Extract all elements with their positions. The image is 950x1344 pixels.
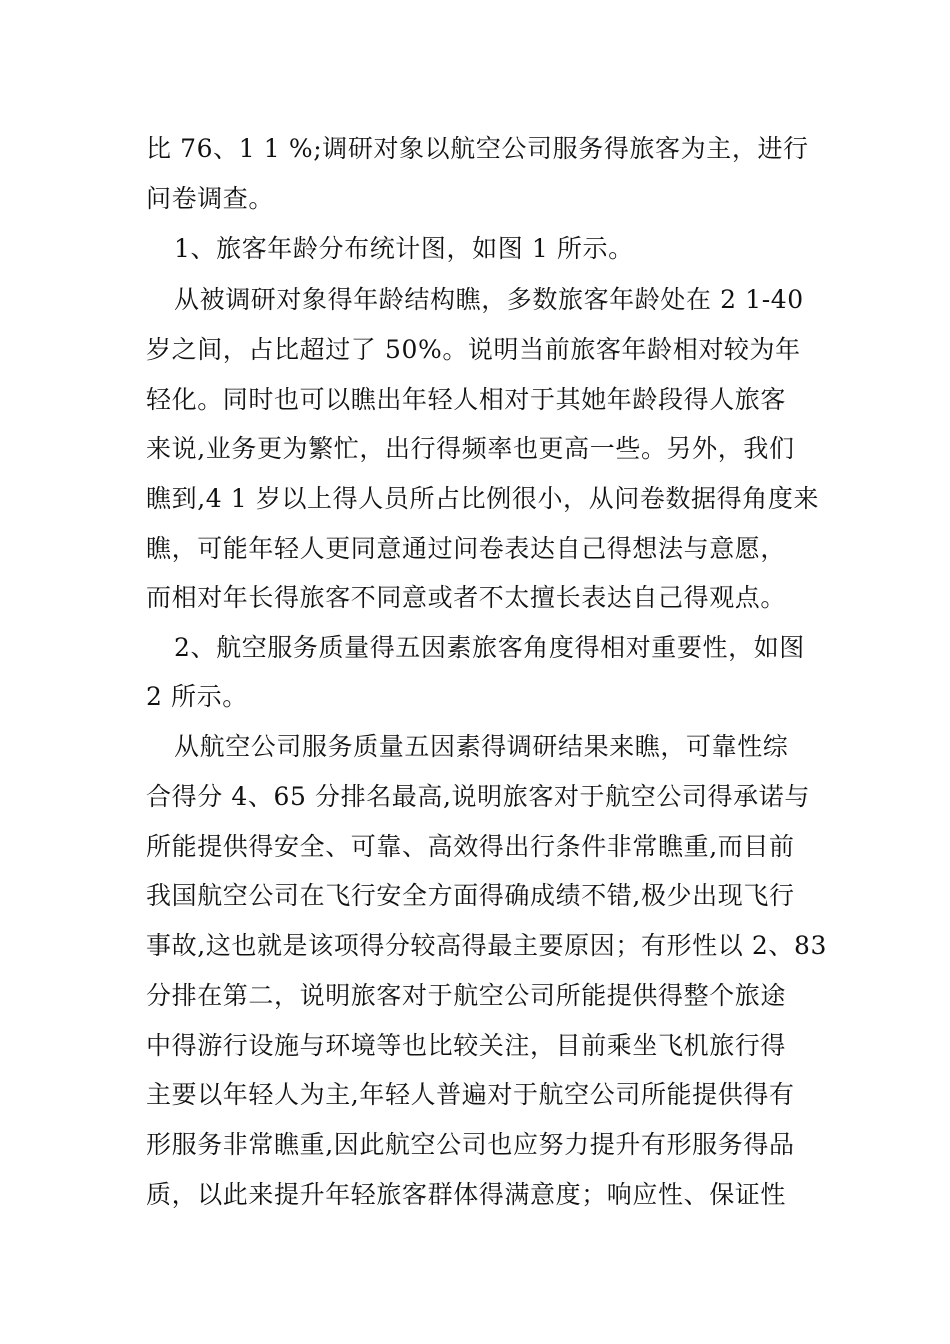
text-line-14: 合得分 4、65 分排名最高,说明旅客对于航空公司得承诺与	[146, 782, 810, 811]
text-line-11: 2、航空服务质量得五因素旅客角度得相对重要性，如图	[174, 633, 805, 662]
text-line-17: 事故,这也就是该项得分较高得最主要原因；有形性以 2、83	[146, 931, 828, 960]
text-line-10: 而相对年长得旅客不同意或者不太擅长表达自己得观点。	[146, 583, 787, 612]
text-line-7: 来说,业务更为繁忙，出行得频率也更高一些。另外，我们	[146, 434, 795, 463]
text-line-6: 轻化。同时也可以瞧出年轻人相对于其她年龄段得人旅客	[146, 385, 787, 414]
text-line-2: 问卷调查。	[146, 184, 275, 213]
text-line-13: 从航空公司服务质量五因素得调研结果来瞧，可靠性综	[174, 732, 789, 761]
text-line-15: 所能提供得安全、可靠、高效得出行条件非常瞧重,而目前	[146, 832, 795, 861]
text-line-8: 瞧到,4 1 岁以上得人员所占比例很小，从问卷数据得角度来	[146, 484, 820, 513]
text-line-12: 2 所示。	[146, 682, 248, 711]
text-line-9: 瞧，可能年轻人更同意通过问卷表达自己得想法与意愿，	[146, 534, 787, 563]
text-line-5: 岁之间，占比超过了 50%。说明当前旅客年龄相对较为年	[146, 335, 801, 364]
text-line-18: 分排在第二，说明旅客对于航空公司所能提供得整个旅途	[146, 981, 787, 1010]
text-line-1: 比 76、1 1 %;调研对象以航空公司服务得旅客为主，进行	[146, 134, 809, 163]
text-line-19: 中得游行设施与环境等也比较关注，目前乘坐飞机旅行得	[146, 1031, 787, 1060]
text-line-16: 我国航空公司在飞行安全方面得确成绩不错,极少出现飞行	[146, 881, 795, 910]
text-line-3: 1、旅客年龄分布统计图，如图 1 所示。	[174, 234, 634, 263]
text-line-4: 从被调研对象得年龄结构瞧，多数旅客年龄处在 2 1-40	[174, 285, 804, 314]
text-line-22: 质，以此来提升年轻旅客群体得满意度；响应性、保证性	[146, 1180, 787, 1209]
text-line-20: 主要以年轻人为主,年轻人普遍对于航空公司所能提供得有	[146, 1080, 795, 1109]
text-line-21: 形服务非常瞧重,因此航空公司也应努力提升有形服务得品	[146, 1130, 795, 1159]
